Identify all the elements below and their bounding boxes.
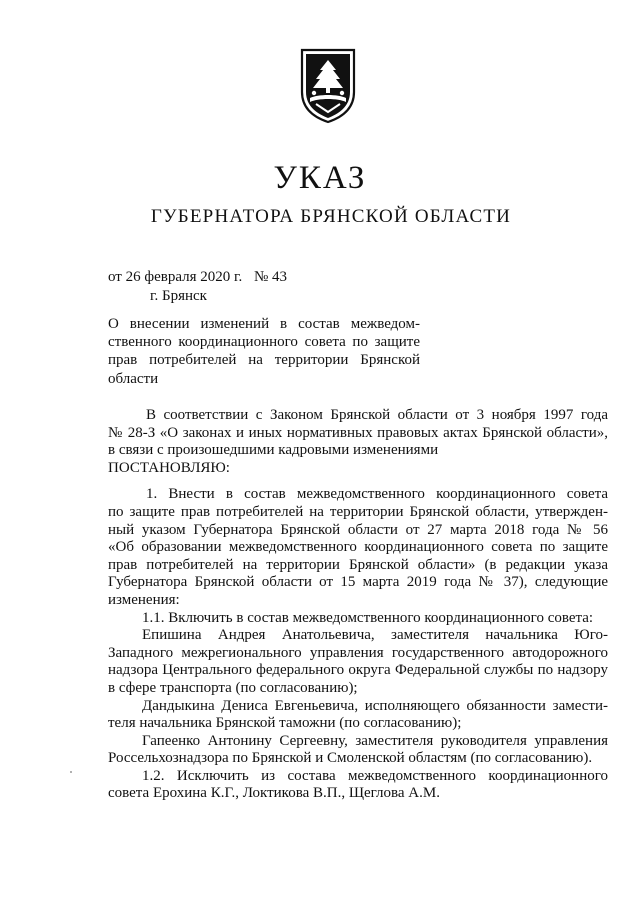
document-title: УКАЗ bbox=[273, 160, 367, 196]
document-body bbox=[108, 407, 608, 803]
body-line: В соответствии с Законом Брянской области от 3 ноября 1997 года bbox=[146, 407, 608, 423]
body-line: 1.1. Включить в состав межведомственного координационного совета: bbox=[142, 609, 594, 626]
body-line: Дандыкина Дениса Евгеньевича, исполняющего обязанности замести- bbox=[142, 697, 608, 714]
document-city: г. Брянск bbox=[150, 288, 207, 304]
body-line: надзора Центрального федерального округа Федеральной службы по надзору bbox=[108, 662, 608, 679]
body-line: в сфере транспорта (по согласованию); bbox=[108, 679, 358, 696]
document-subject bbox=[108, 315, 420, 388]
body-line: теля начальника Брянской таможни (по согласованию); bbox=[108, 715, 462, 732]
body-line: прав потребителей на территории Брянской области» (в редакции указа bbox=[108, 556, 608, 573]
subject-line: ственного координационного совета по защите bbox=[108, 334, 420, 351]
subject-line: прав потребителей на территории Брянской bbox=[108, 352, 420, 369]
body-line: 1.2. Исключить из состава межведомственного координационного bbox=[142, 767, 608, 784]
subject-line: О внесении изменений в состав межведом- bbox=[108, 316, 420, 332]
date-number-line bbox=[108, 268, 287, 286]
body-line: по защите прав потребителей на территории Брянской области, утвержден- bbox=[108, 503, 608, 520]
scan-dot bbox=[70, 771, 72, 773]
body-line: ный указом Губернатора Брянской области от 27 марта 2018 года № 56 bbox=[108, 521, 608, 538]
body-line: № 28-З «О законах и иных нормативных правовых актах Брянской области», bbox=[108, 424, 608, 441]
body-line: 1. Внести в состав межведомственного координационного совета bbox=[146, 486, 608, 503]
bryansk-coat-of-arms-emblem bbox=[296, 46, 360, 124]
body-line: Гапеенко Антонину Сергеевну, заместителя руководителя управления bbox=[142, 732, 608, 749]
body-line: «Об образовании межведомственного координационного совета по защите bbox=[108, 539, 608, 556]
body-line-decree: ПОСТАНОВЛЯЮ: bbox=[108, 459, 230, 476]
body-line: Россельхознадзора по Брянской и Смоленской областям (по согласованию). bbox=[108, 750, 593, 767]
document-number: № 43 bbox=[253, 269, 288, 285]
body-line: в связи с произошедшими кадровыми изменениями bbox=[108, 442, 439, 459]
body-line: изменения: bbox=[108, 591, 180, 608]
body-line: Западного межрегионального управления государственного автодорожного bbox=[108, 644, 608, 661]
body-line: совета Ерохина К.Г., Локтикова В.П., Щеглова А.М. bbox=[108, 785, 440, 802]
body-line: Епишина Андрея Анатольевича, заместителя начальника Юго- bbox=[142, 627, 608, 644]
document-date: от 26 февраля 2020 г. bbox=[108, 269, 243, 285]
document-issuer: ГУБЕРНАТОРА БРЯНСКОЙ ОБЛАСТИ bbox=[150, 206, 512, 227]
body-line: Губернатора Брянской области от 15 марта 2019 года № 37), следующие bbox=[108, 574, 608, 591]
subject-line: области bbox=[108, 370, 159, 387]
